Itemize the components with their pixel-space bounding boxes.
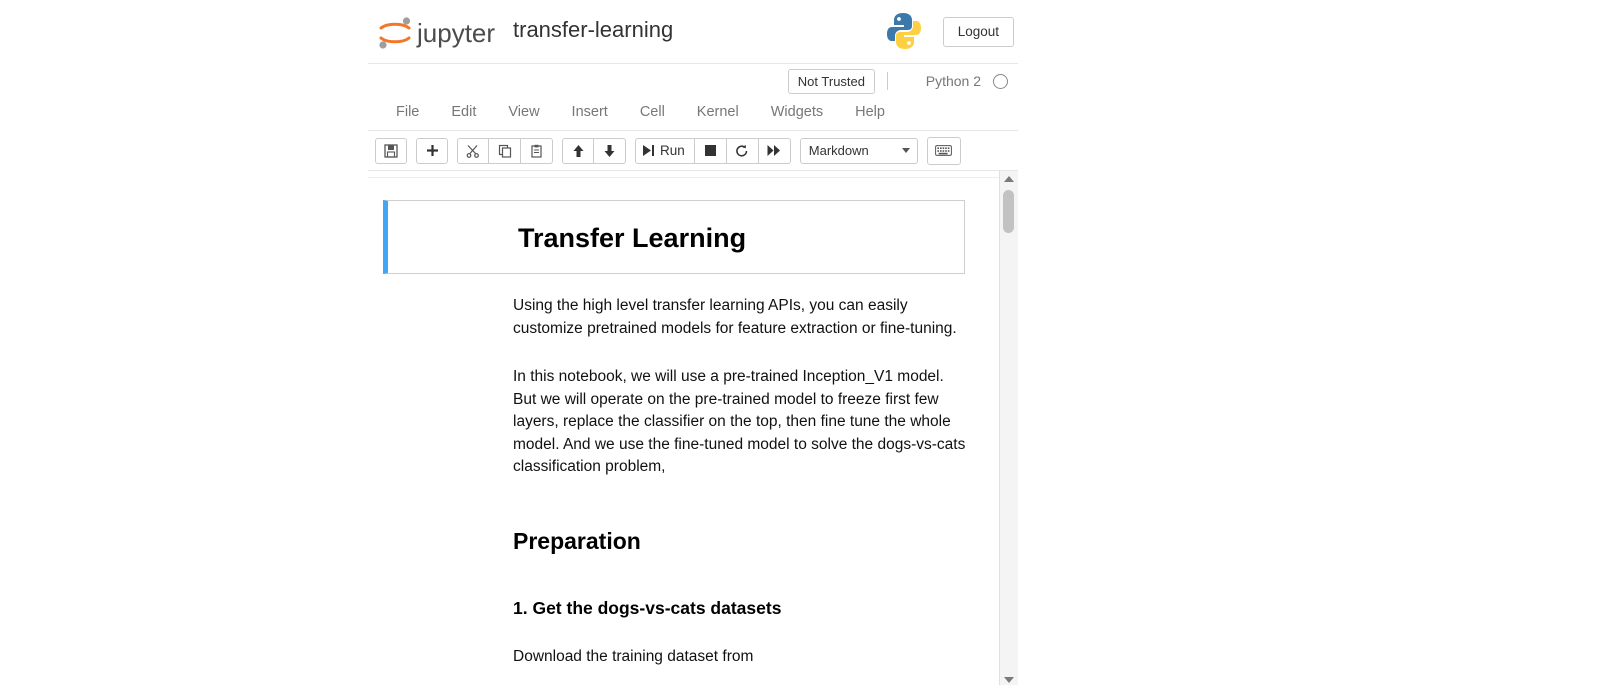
chevron-down-icon xyxy=(902,148,910,153)
toolbar-group-move xyxy=(562,138,626,164)
notebook-cell-intro[interactable] xyxy=(368,295,1000,340)
interrupt-kernel-button[interactable] xyxy=(695,138,727,164)
cell-content xyxy=(368,596,1000,620)
insert-cell-below-button[interactable] xyxy=(416,138,448,164)
notebook-cell-description[interactable] xyxy=(368,366,1000,479)
menu-item-edit[interactable]: Edit xyxy=(451,104,477,120)
notebook-body xyxy=(368,171,1018,685)
vertical-scrollbar[interactable] xyxy=(999,171,1018,685)
notebook-header xyxy=(368,0,1018,64)
trust-status-badge[interactable]: Not Trusted xyxy=(788,69,875,94)
paragraph-download: Download the training dataset from xyxy=(513,647,754,665)
cell-type-select[interactable] xyxy=(800,138,918,164)
command-palette-button[interactable] xyxy=(927,137,961,165)
heading-preparation: Preparation xyxy=(513,527,641,554)
notebook-toolbar xyxy=(368,131,1018,171)
move-cell-down-button[interactable] xyxy=(594,138,626,164)
kernel-name-label[interactable]: Python 2 xyxy=(925,73,981,89)
scrollbar-thumb[interactable] xyxy=(1003,190,1014,233)
jupyter-logo-icon[interactable] xyxy=(371,12,499,52)
run-cell-button[interactable] xyxy=(635,138,695,164)
svg-text:jupyter: jupyter xyxy=(417,18,496,48)
toolbar-group-edit xyxy=(457,138,553,164)
notebook-cell-preparation[interactable] xyxy=(368,526,1000,556)
kernel-idle-circle-icon[interactable] xyxy=(993,74,1008,89)
scroll-down-arrow-icon[interactable] xyxy=(1000,672,1018,685)
cut-cell-button[interactable] xyxy=(457,138,489,164)
notebook-cell-download[interactable] xyxy=(368,646,1000,669)
menu-item-file[interactable]: File xyxy=(396,104,420,120)
notebook-name[interactable]: transfer-learning xyxy=(513,17,674,42)
divider xyxy=(887,72,888,90)
menu-item-view[interactable]: View xyxy=(508,104,540,120)
notebook-top-divider xyxy=(368,171,1018,178)
jupyter-notebook-window xyxy=(367,0,1018,685)
trust-and-kernel-bar xyxy=(368,64,1018,97)
cell-content xyxy=(368,646,1000,669)
notebook-scroll-region[interactable] xyxy=(368,178,1000,685)
logout-button[interactable]: Logout xyxy=(943,17,1014,47)
paragraph-intro: Using the high level transfer learning APIs, you can easily customize pretrained models for feature extraction or fine-tuning. xyxy=(513,297,957,337)
toolbar-group-run xyxy=(635,138,791,164)
scroll-up-arrow-icon[interactable] xyxy=(1000,171,1018,187)
cell-type-value: Markdown xyxy=(808,143,869,158)
cell-content xyxy=(368,295,1000,340)
move-cell-up-button[interactable] xyxy=(562,138,594,164)
paste-cell-button[interactable] xyxy=(521,138,553,164)
menu-item-cell[interactable]: Cell xyxy=(639,104,665,120)
notebook-cell-get-datasets[interactable] xyxy=(368,596,1000,620)
heading-transfer-learning: Transfer Learning xyxy=(518,223,747,253)
menu-item-widgets[interactable]: Widgets xyxy=(770,104,824,120)
cell-content xyxy=(388,221,964,255)
notebook-cell-heading[interactable] xyxy=(383,200,965,274)
toolbar-group-insert xyxy=(416,138,448,164)
menu-item-kernel[interactable]: Kernel xyxy=(696,104,739,120)
cell-content xyxy=(368,366,1000,479)
copy-cell-button[interactable] xyxy=(489,138,521,164)
restart-and-run-all-button[interactable] xyxy=(759,138,791,164)
cell-content xyxy=(368,526,1000,556)
run-cell-label: Run xyxy=(660,143,685,158)
paragraph-description: In this notebook, we will use a pre-trained Inception_V1 model. But we will operate on the pre-trained model to freeze first few layers, replace the classifier on the top, then fine tune the whole model. And we use the fine-tuned model to solve the dogs-vs-cats classification problem, xyxy=(513,368,966,475)
menu-bar xyxy=(368,97,1018,131)
menu-item-help[interactable]: Help xyxy=(855,104,885,120)
menu-item-insert[interactable]: Insert xyxy=(571,104,608,120)
heading-get-datasets: 1. Get the dogs-vs-cats datasets xyxy=(513,597,782,618)
save-button[interactable] xyxy=(375,138,407,164)
python-logo-icon xyxy=(885,10,923,52)
restart-kernel-button[interactable] xyxy=(727,138,759,164)
toolbar-group-save xyxy=(375,138,407,164)
